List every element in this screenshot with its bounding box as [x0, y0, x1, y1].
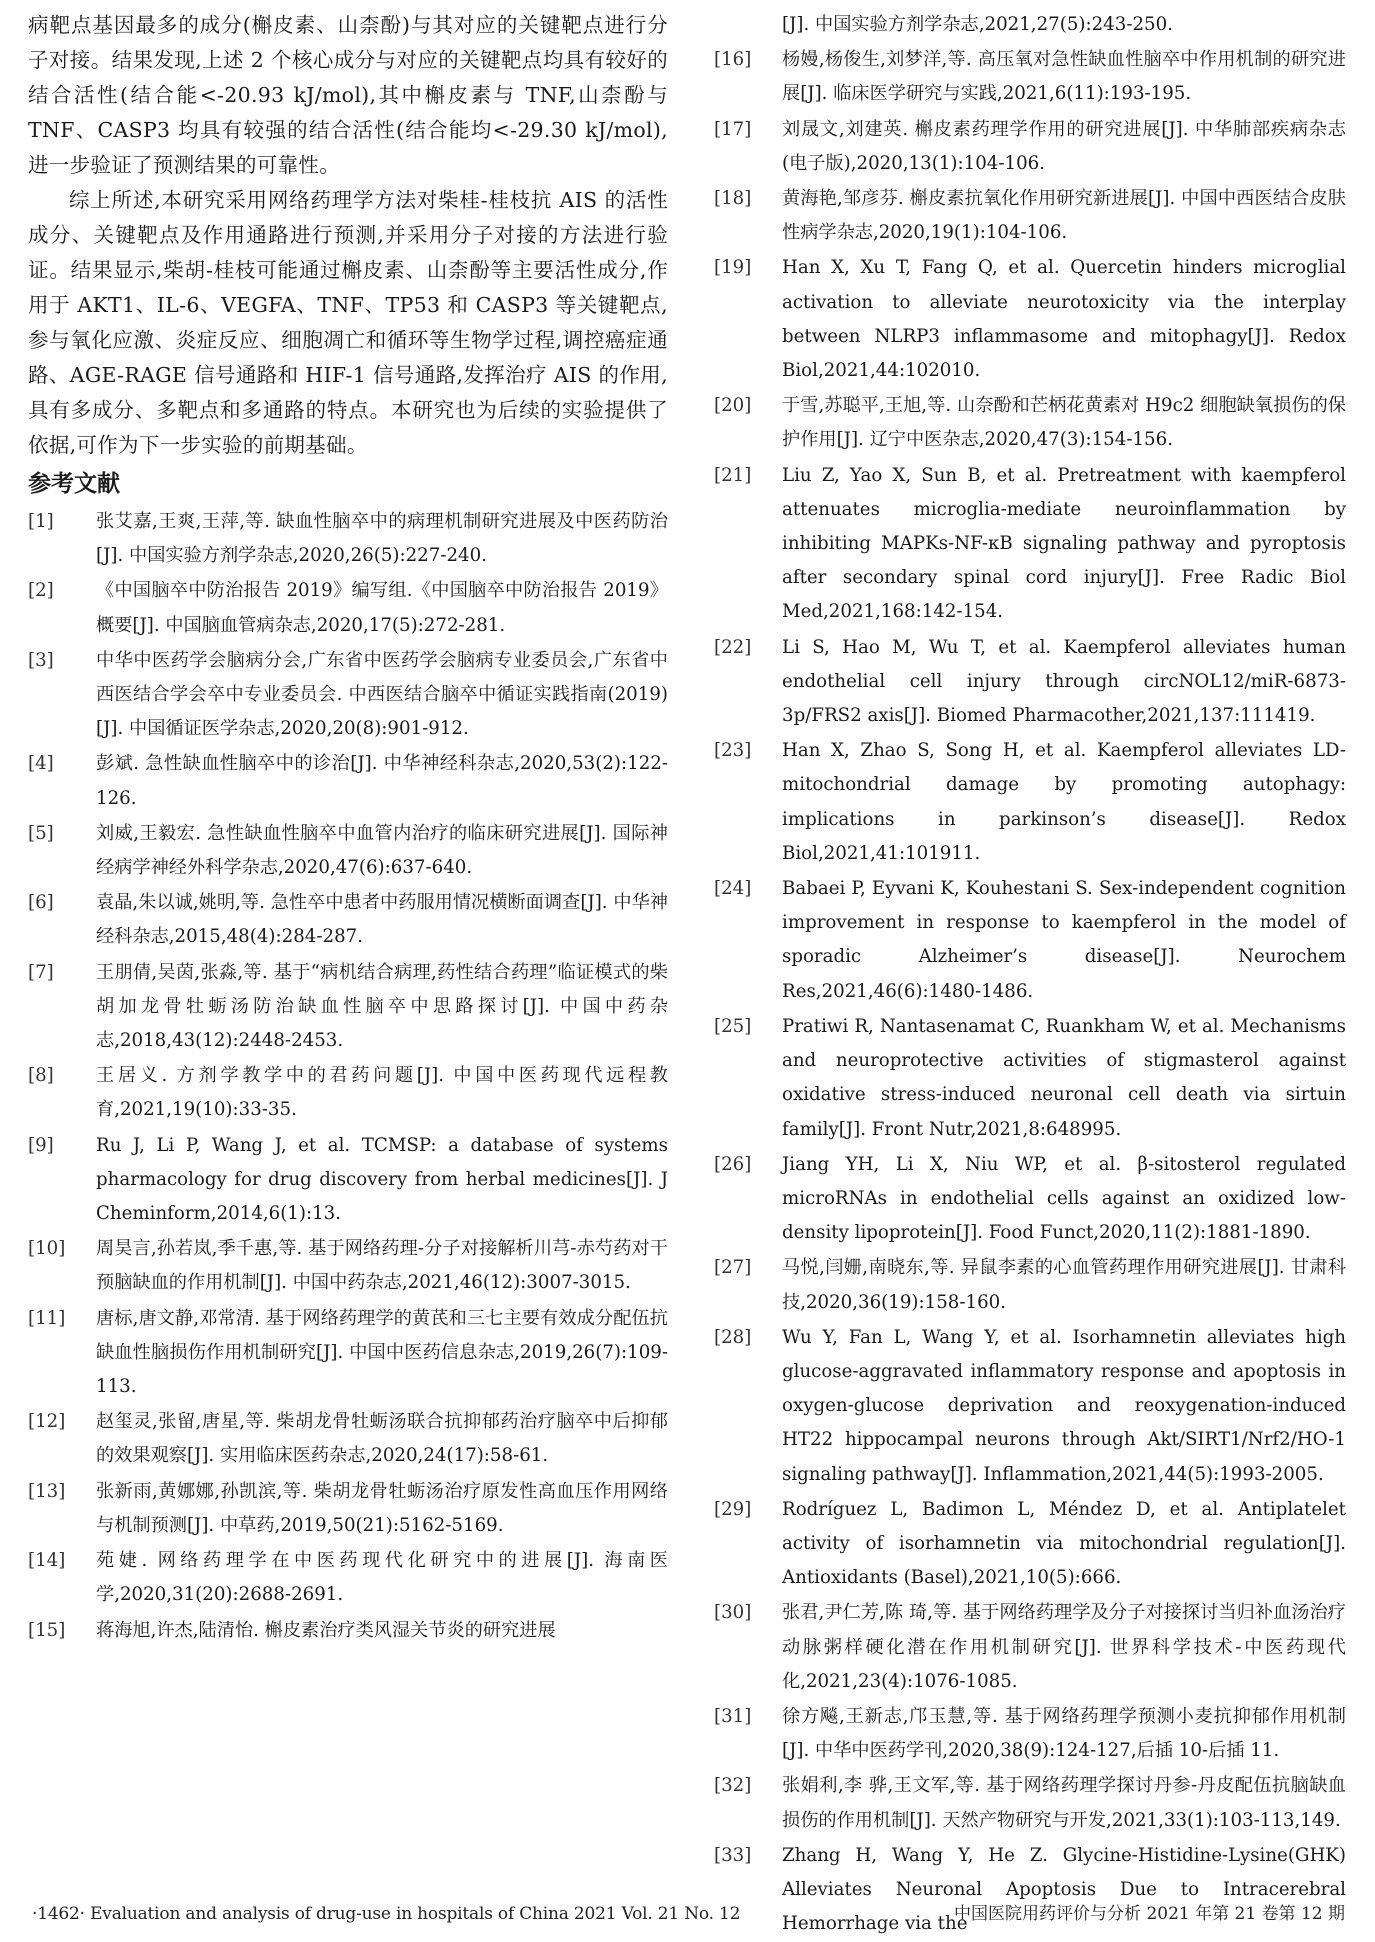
- reference-number: [12]: [28, 1411, 66, 1433]
- reference-item: [28, 505, 668, 573]
- reference-text: 张娟利,李 骅,王文军,等. 基于网络药理学探讨丹参-丹皮配伍抗脑缺血损伤的作用机制[J]. 天然产物研究与开发,2021,33(1):103-113,149.: [782, 1775, 1346, 1831]
- reference-text: Ru J, Li P, Wang J, et al. TCMSP: a database of systems pharmacology for drug discovery from herbal medicines[J]. J Cheminform,2014,6(1):13.: [96, 1134, 668, 1225]
- reference-number: [9]: [28, 1134, 54, 1156]
- left-column: [28, 8, 668, 1649]
- reference-item: [28, 1232, 668, 1300]
- reference-item: [714, 182, 1346, 250]
- reference-item: [714, 1769, 1346, 1837]
- reference-number: [14]: [28, 1550, 66, 1572]
- reference-text: 周昊言,孙若岚,季千惠,等. 基于网络药理-分子对接解析川芎-赤芍药对干预脑缺血的作用机制[J]. 中国中药杂志,2021,46(12):3007-3015.: [96, 1238, 668, 1294]
- reference-item: [28, 886, 668, 954]
- reference-text: 中华中医药学会脑病分会,广东省中医药学会脑病专业委员会,广东省中西医结合学会卒中专业委员会. 中西医结合脑卒中循证实践指南(2019)[J]. 中国循证医学杂志,2020,20(8):901-912.: [96, 649, 668, 740]
- reference-item: [714, 1321, 1346, 1492]
- reference-number: [5]: [28, 822, 54, 844]
- reference-text: 刘威,王毅宏. 急性缺血性脑卒中血管内治疗的临床研究进展[J]. 国际神经病学神经外科学杂志,2020,47(6):637-640.: [96, 822, 668, 879]
- reference-item: [714, 1596, 1346, 1699]
- reference-item: [714, 1251, 1346, 1319]
- reference-text: 袁晶,朱以诚,姚明,等. 急性卒中患者中药服用情况横断面调查[J]. 中华神经科杂志,2015,48(4):284-287.: [96, 892, 668, 948]
- reference-number: [25]: [714, 1015, 752, 1037]
- reference-number: [30]: [714, 1602, 752, 1624]
- reference-item: [28, 956, 668, 1059]
- reference-list-right: [714, 43, 1346, 1941]
- reference-item: [28, 644, 668, 747]
- reference-number: [20]: [714, 395, 752, 417]
- reference-text: 杨嫚,杨俊生,刘梦洋,等. 高压氧对急性缺血性脑卒中作用机制的研究进展[J]. 临床医学研究与实践,2021,6(11):193-195.: [782, 49, 1346, 105]
- reference-item: [714, 1700, 1346, 1768]
- reference-item: [28, 1129, 668, 1232]
- reference-item: [714, 1493, 1346, 1596]
- reference-text: 马悦,闫姗,南晓东,等. 异鼠李素的心血管药理作用研究进展[J]. 甘肃科技,2020,36(19):158-160.: [782, 1257, 1346, 1313]
- reference-number: [7]: [28, 961, 54, 983]
- reference-item: [28, 1475, 668, 1543]
- reference-text: Zhang H, Wang Y, He Z. Glycine-Histidine-Lysine(GHK) Alleviates Neuronal Apoptosis Due to Intracerebral Hemorrhage via the: [782, 1844, 1346, 1935]
- reference-item: [28, 817, 668, 885]
- body-paragraph-2: 综上所述,本研究采用网络药理学方法对柴桂-桂枝抗 AIS 的活性成分、关键靶点及作用通路进行预测,并采用分子对接的方法进行验证。结果显示,柴胡-桂枝可能通过槲皮素、山柰酚等主要活性成分,作用于 AKT1、IL-6、VEGFA、TNF、TP53 和 CASP3 等关键靶点,参与氧化应激、炎症反应、细胞凋亡和循环等生物学过程,调控癌症通路、AGE-RAGE 信号通路和 HIF-1 信号通路,发挥治疗 AIS 的作用,具有多成分、多靶点和多通路的特点。本研究也为后续的实验提供了依据,可作为下一步实验的前期基础。: [28, 188, 668, 457]
- reference-item: [714, 1010, 1346, 1147]
- reference-text: 王朋倩,吴茵,张淼,等. 基于“病机结合病理,药性结合药理”临证模式的柴胡加龙骨牡蛎汤防治缺血性脑卒中思路探讨[J]. 中国中药杂志,2018,43(12):2448-2453.: [96, 961, 668, 1052]
- reference-number: [2]: [28, 580, 54, 602]
- reference-text: Liu Z, Yao X, Sun B, et al. Pretreatment with kaempferol attenuates microglia-mediate neuroinflammation by inhibiting MAPKs-NF-κB signaling pathway and pyroptosis after secondary spinal cord injury[J]. Free Radic Biol Med,2021,168:142-154.: [782, 464, 1346, 623]
- reference-text: 赵玺灵,张留,唐星,等. 柴胡龙骨牡蛎汤联合抗抑郁药治疗脑卒中后抑郁的效果观察[J]. 实用临床医药杂志,2020,24(17):58-61.: [96, 1411, 668, 1467]
- reference-number: [24]: [714, 878, 752, 900]
- reference-text: 唐标,唐文静,邓常清. 基于网络药理学的黄芪和三七主要有效成分配伍抗缺血性脑损伤作用机制研究[J]. 中国中医药信息杂志,2019,26(7):109-113.: [96, 1307, 668, 1398]
- reference-text: Jiang YH, Li X, Niu WP, et al. β-sitosterol regulated microRNAs in endothelial cells against an oxidized low-density lipoprotein[J]. Food Funct,2020,11(2):1881-1890.: [782, 1153, 1346, 1244]
- footer-page-info-english: ·1462· Evaluation and analysis of drug-use in hospitals of China 2021 Vol. 21 No. 12: [32, 1904, 741, 1924]
- reference-list-left: [28, 505, 668, 1648]
- reference-item: [714, 1148, 1346, 1251]
- reference-number: [4]: [28, 753, 54, 775]
- reference-item: [28, 1544, 668, 1612]
- reference-number: [32]: [714, 1775, 752, 1797]
- reference-number: [10]: [28, 1238, 66, 1260]
- reference-item: [714, 389, 1346, 457]
- reference-text: 刘晟文,刘建英. 槲皮素药理学作用的研究进展[J]. 中华肺部疾病杂志(电子版),2020,13(1):104-106.: [782, 118, 1346, 174]
- reference-number: [3]: [28, 649, 54, 671]
- reference-item: [28, 1614, 668, 1648]
- reference-item: [714, 872, 1346, 1009]
- reference-number: [17]: [714, 118, 752, 140]
- reference-item: [28, 1302, 668, 1405]
- reference-text: 于雪,苏聪平,王旭,等. 山奈酚和芒柄花黄素对 H9c2 细胞缺氧损伤的保护作用[J]. 辽宁中医杂志,2020,47(3):154-156.: [782, 395, 1346, 451]
- references-heading: 参考文献: [28, 471, 120, 497]
- reference-item: [714, 459, 1346, 630]
- reference-text: 王居义. 方剂学教学中的君药问题[J]. 中国中医药现代远程教育,2021,19(10):33-35.: [96, 1065, 668, 1121]
- reference-number: [21]: [714, 464, 752, 486]
- reference-text: [J]. 中国实验方剂学杂志,2021,27(5):243-250.: [782, 14, 1173, 35]
- reference-text: 张艾嘉,王爽,王萍,等. 缺血性脑卒中的病理机制研究进展及中医药防治[J]. 中国实验方剂学杂志,2020,26(5):227-240.: [96, 511, 668, 567]
- footer-journal-info-chinese: 中国医院用药评价与分析 2021 年第 21 卷第 12 期: [954, 1904, 1345, 1924]
- reference-text: 蒋海旭,许杰,陆清怡. 槲皮素治疗类风湿关节炎的研究进展: [96, 1619, 556, 1641]
- reference-item: [28, 574, 668, 642]
- reference-number: [22]: [714, 636, 752, 658]
- reference-number: [18]: [714, 188, 752, 210]
- reference-item: [714, 113, 1346, 181]
- reference-text: Li S, Hao M, Wu T, et al. Kaempferol alleviates human endothelial cell injury through circNOL12/miR-6873-3p/FRS2 axis[J]. Biomed Pharmacother,2021,137:111419.: [782, 636, 1346, 727]
- reference-number: [11]: [28, 1307, 66, 1329]
- reference-item: [714, 251, 1346, 388]
- reference-number: [31]: [714, 1705, 752, 1727]
- reference-text: 黄海艳,邹彦芬. 槲皮素抗氧化作用研究新进展[J]. 中国中西医结合皮肤性病学杂志,2020,19(1):104-106.: [782, 188, 1346, 244]
- reference-item: [714, 43, 1346, 111]
- body-paragraph-1: 病靶点基因最多的成分(槲皮素、山柰酚)与其对应的关键靶点进行分子对接。结果发现,上述 2 个核心成分与对应的关键靶点均具有较好的结合活性(结合能<-20.93 kJ/mol),其中槲皮素与 TNF,山柰酚与 TNF、CASP3 均具有较强的结合活性(结合能均<-29.30 kJ/mol),进一步验证了预测结果的可靠性。: [28, 13, 668, 177]
- reference-number: [8]: [28, 1065, 54, 1087]
- reference-text: Wu Y, Fan L, Wang Y, et al. Isorhamnetin alleviates high glucose-aggravated inflammatory response and apoptosis in oxygen-glucose deprivation and reoxygenation-induced HT22 hippocampal neurons through Akt/SIRT1/Nrf2/HO-1 signaling pathway[J]. Inflammation,2021,44(5):1993-2005.: [782, 1326, 1346, 1485]
- right-column: [714, 8, 1346, 1942]
- reference-continuation: [714, 8, 1346, 42]
- reference-number: [28]: [714, 1326, 752, 1348]
- reference-number: [27]: [714, 1257, 752, 1279]
- reference-text: Han X, Xu T, Fang Q, et al. Quercetin hinders microglial activation to alleviate neurotoxicity via the interplay between NLRP3 inflammasome and mitophagy[J]. Redox Biol,2021,44:102010.: [782, 257, 1346, 382]
- reference-text: 《中国脑卒中防治报告 2019》编写组.《中国脑卒中防治报告 2019》概要[J]. 中国脑血管病杂志,2020,17(5):272-281.: [96, 580, 668, 636]
- reference-number: [6]: [28, 892, 54, 914]
- reference-item: [714, 734, 1346, 871]
- reference-number: [26]: [714, 1153, 752, 1175]
- reference-number: [19]: [714, 257, 752, 279]
- reference-number: [33]: [714, 1844, 752, 1866]
- reference-text: 张君,尹仁芳,陈 琦,等. 基于网络药理学及分子对接探讨当归补血汤治疗动脉粥样硬化潜在作用机制研究[J]. 世界科学技术-中医药现代化,2021,23(4):1076-1085.: [782, 1602, 1346, 1692]
- reference-item: [714, 1839, 1346, 1942]
- reference-text: Pratiwi R, Nantasenamat C, Ruankham W, et al. Mechanisms and neuroprotective activities of stigmasterol against oxidative stress-induced neuronal cell death via sirtuin family[J]. Front Nutr,2021,8:648995.: [782, 1015, 1346, 1140]
- reference-number: [16]: [714, 49, 752, 71]
- reference-text: Babaei P, Eyvani K, Kouhestani S. Sex-independent cognition improvement in response to kaempferol in the model of sporadic Alzheimer’s disease[J]. Neurochem Res,2021,46(6):1480-1486.: [782, 878, 1346, 1002]
- reference-text: 徐方飚,王新志,邝玉慧,等. 基于网络药理学预测小麦抗抑郁作用机制[J]. 中华中医药学刊,2020,38(9):124-127,后插 10-后插 11.: [782, 1705, 1346, 1762]
- reference-text: 苑婕. 网络药理学在中医药现代化研究中的进展[J]. 海南医学,2020,31(20):2688-2691.: [96, 1550, 668, 1606]
- reference-text: 彭斌. 急性缺血性脑卒中的诊治[J]. 中华神经科杂志,2020,53(2):122-126.: [96, 753, 668, 809]
- reference-item: [714, 631, 1346, 734]
- reference-number: [23]: [714, 740, 752, 762]
- reference-item: [28, 747, 668, 815]
- reference-text: 张新雨,黄娜娜,孙凯滨,等. 柴胡龙骨牡蛎汤治疗原发性高血压作用网络与机制预测[J]. 中草药,2019,50(21):5162-5169.: [96, 1480, 668, 1536]
- reference-number: [15]: [28, 1619, 66, 1641]
- reference-item: [28, 1405, 668, 1473]
- reference-text: Han X, Zhao S, Song H, et al. Kaempferol alleviates LD-mitochondrial damage by promoting autophagy: implications in parkinson’s disease[J]. Redox Biol,2021,41:101911.: [782, 740, 1346, 864]
- reference-number: [29]: [714, 1498, 752, 1520]
- reference-number: [1]: [28, 511, 54, 532]
- reference-text: Rodríguez L, Badimon L, Méndez D, et al. Antiplatelet activity of isorhamnetin via mitochondrial regulation[J]. Antioxidants (Basel),2021,10(5):666.: [782, 1498, 1346, 1589]
- reference-number: [13]: [28, 1480, 66, 1502]
- reference-item: [28, 1059, 668, 1127]
